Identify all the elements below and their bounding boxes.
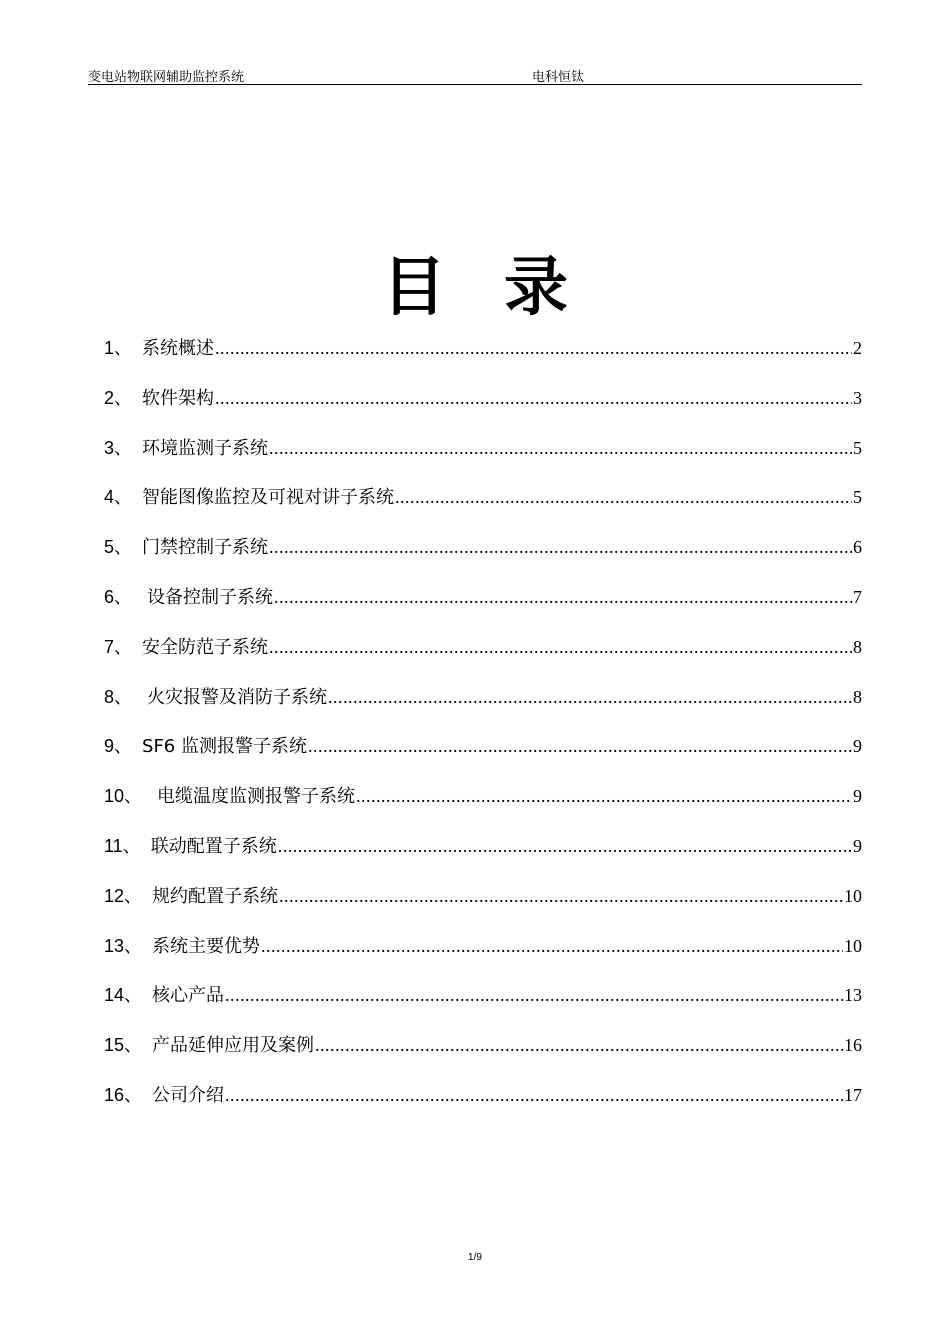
toc-entry-number: 5、	[104, 537, 133, 558]
toc-entry[interactable]	[104, 830, 862, 880]
toc-dot-leader	[308, 730, 852, 762]
toc-entry-number: 4、	[104, 487, 133, 508]
toc-entry-number: 1、	[104, 338, 133, 358]
toc-entry-title: 公司介绍	[152, 1084, 225, 1106]
toc-entry-spacer	[132, 432, 142, 464]
toc-entry-spacer	[132, 730, 142, 762]
toc-entry-page-number: 9	[853, 786, 862, 807]
toc-entry[interactable]	[104, 332, 862, 382]
toc-dot-leader	[269, 531, 852, 563]
header-company-name: 电科恒钛	[532, 70, 585, 85]
toc-entry-page-number: 2	[853, 338, 862, 358]
toc-entry-title: SF6 监测报警子系统	[142, 736, 307, 758]
toc-entry-page-number: 10	[844, 885, 862, 906]
toc-entry-title: 联动配置子系统	[150, 835, 277, 857]
toc-entry-number: 9、	[104, 736, 133, 757]
toc-entry-page-number: 9	[853, 736, 862, 757]
toc-entry-page-number: 16	[844, 1035, 862, 1056]
toc-entry-spacer	[132, 332, 142, 364]
toc-entry-number: 16、	[104, 1084, 143, 1105]
page-number: 1/9	[468, 1252, 482, 1263]
toc-entry-title: 门禁控制子系统	[142, 537, 269, 559]
toc-entry-title: 智能图像监控及可视对讲子系统	[142, 487, 395, 509]
toc-entry-number: 2、	[104, 387, 133, 408]
toc-entry-number: 8、	[104, 686, 133, 707]
toc-entry-title: 设备控制子系统	[147, 586, 274, 608]
toc-entry-title: 火灾报警及消防子系统	[147, 686, 328, 708]
toc-entry-spacer	[142, 880, 152, 912]
toc-entry-title: 产品延伸应用及案例	[152, 1035, 315, 1057]
toc-dot-leader	[269, 432, 852, 464]
toc-entry-number: 14、	[104, 985, 143, 1006]
toc-entry[interactable]	[104, 432, 862, 482]
toc-entry-page-number: 6	[853, 537, 862, 558]
toc-entry-title: 系统主要优势	[152, 935, 261, 957]
toc-entry-title: 软件架构	[142, 387, 215, 409]
toc-entry[interactable]	[104, 581, 862, 631]
toc-entry[interactable]	[104, 979, 862, 1029]
toc-entry-title: 核心产品	[152, 985, 225, 1007]
toc-entry-spacer	[142, 979, 152, 1011]
toc-entry-page-number: 8	[853, 686, 862, 707]
page-header	[88, 62, 862, 85]
toc-entry-title: 规约配置子系统	[152, 885, 279, 907]
toc-dot-leader	[279, 880, 843, 912]
toc-dot-leader	[269, 631, 852, 663]
toc-dot-leader	[215, 332, 852, 364]
toc-entry-number: 11、	[104, 835, 141, 856]
header-document-title: 变电站物联网辅助监控系统	[88, 70, 245, 85]
toc-entry-page-number: 3	[853, 387, 862, 408]
toc-dot-leader	[225, 1079, 843, 1111]
toc-entry-page-number: 9	[853, 835, 862, 856]
toc-dot-leader	[261, 930, 843, 962]
toc-entry-spacer	[142, 1079, 152, 1111]
toc-entry-page-number: 5	[853, 487, 862, 508]
table-of-contents	[104, 332, 862, 1129]
toc-dot-leader	[278, 830, 852, 862]
toc-entry-spacer	[132, 531, 142, 563]
toc-entry-title: 电缆温度监测报警子系统	[157, 786, 356, 808]
toc-entry-spacer	[132, 681, 147, 713]
toc-dot-leader	[225, 979, 843, 1011]
toc-dot-leader	[315, 1029, 843, 1061]
toc-entry-page-number: 13	[844, 985, 862, 1006]
toc-entry[interactable]	[104, 780, 862, 830]
toc-entry-page-number: 8	[853, 636, 862, 657]
toc-entry-number: 12、	[104, 885, 143, 906]
toc-entry-number: 13、	[104, 935, 143, 956]
toc-entry-page-number: 17	[844, 1084, 862, 1105]
toc-entry-spacer	[132, 382, 142, 414]
toc-entry-number: 3、	[104, 437, 133, 458]
toc-entry[interactable]	[104, 930, 862, 980]
toc-entry[interactable]	[104, 730, 862, 780]
toc-entry-page-number: 10	[844, 935, 862, 956]
toc-dot-leader	[274, 581, 852, 613]
toc-entry-page-number: 7	[853, 586, 862, 607]
toc-entry-spacer	[142, 930, 152, 962]
toc-entry[interactable]	[104, 531, 862, 581]
toc-entry-spacer	[141, 830, 151, 862]
toc-dot-leader	[395, 481, 852, 513]
toc-entry[interactable]	[104, 631, 862, 681]
toc-dot-leader	[328, 681, 852, 713]
toc-entry[interactable]	[104, 382, 862, 432]
toc-entry[interactable]	[104, 1079, 862, 1129]
toc-entry-spacer	[132, 631, 142, 663]
toc-entry[interactable]	[104, 681, 862, 731]
toc-entry-spacer	[132, 581, 147, 613]
toc-dot-leader	[356, 780, 852, 812]
toc-entry-title: 环境监测子系统	[142, 437, 269, 459]
toc-entry-number: 15、	[104, 1035, 143, 1056]
toc-entry-number: 6、	[104, 586, 133, 607]
toc-entry-number: 7、	[104, 636, 133, 657]
toc-entry-title: 安全防范子系统	[142, 636, 269, 658]
toc-entry-spacer	[132, 481, 142, 513]
toc-entry[interactable]	[104, 481, 862, 531]
toc-entry[interactable]	[104, 880, 862, 930]
toc-entry-page-number: 5	[853, 437, 862, 458]
toc-entry-spacer	[142, 780, 157, 812]
toc-entry-number: 10、	[104, 786, 143, 807]
toc-heading: 目录	[382, 250, 626, 325]
toc-entry-title: 系统概述	[142, 338, 215, 359]
toc-entry[interactable]	[104, 1029, 862, 1079]
toc-dot-leader	[215, 382, 852, 414]
toc-entry-spacer	[142, 1029, 152, 1061]
